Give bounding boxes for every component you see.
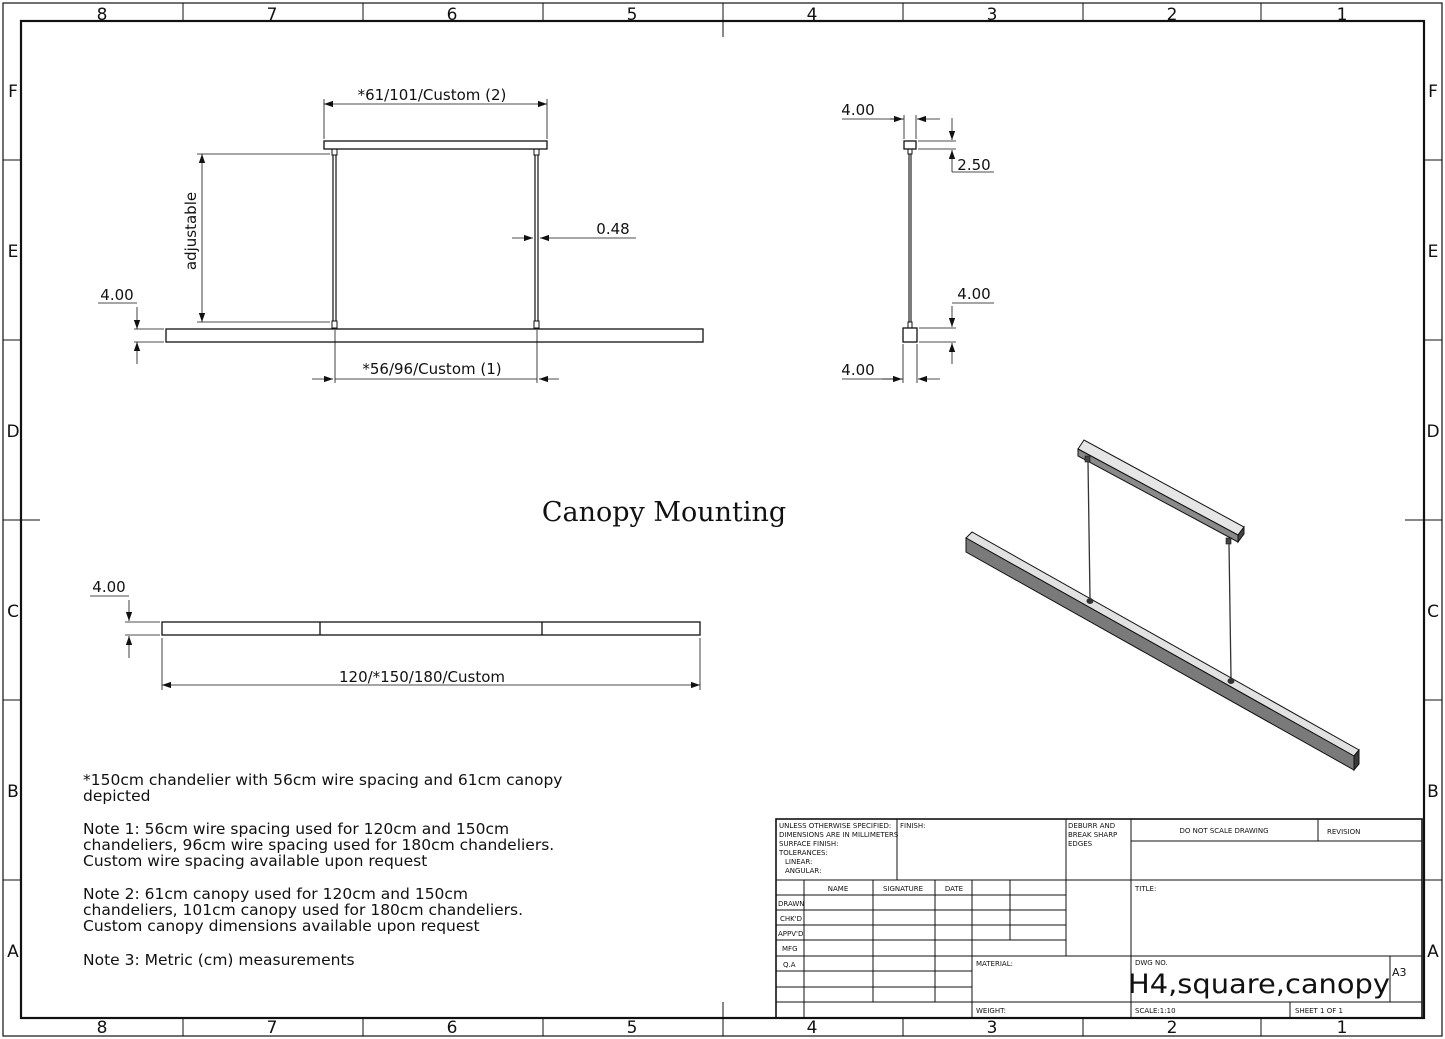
tb-dwg-no: H4,square,canopy <box>1128 969 1391 1000</box>
zone-col-label: 1 <box>1336 1018 1348 1038</box>
bar-clamp <box>1087 598 1094 604</box>
tb-title-label: TITLE: <box>1135 885 1157 893</box>
dim-bar-height: 4.00 <box>100 286 134 304</box>
zone-row-label: C <box>7 602 19 622</box>
canopy-clamp <box>1085 456 1090 462</box>
bar-clamp <box>1228 678 1235 684</box>
tb-finish: FINISH: <box>900 822 926 830</box>
zone-col-label: 2 <box>1166 5 1178 25</box>
zone-col-label: 6 <box>446 1018 458 1038</box>
dim-bar-length: 120/*150/180/Custom <box>338 668 506 686</box>
zone-col-label: 3 <box>986 1018 998 1038</box>
zone-col-label: 8 <box>96 1018 108 1038</box>
zone-row-label: D <box>6 422 20 442</box>
tb-material: MATERIAL: <box>976 960 1013 968</box>
wire-clamp <box>332 321 337 328</box>
dim-bar-height: 4.00 <box>957 285 991 303</box>
dim-wire-diameter: 0.48 <box>596 220 630 238</box>
tb-sheet-size: A3 <box>1392 966 1407 979</box>
zone-row-label: D <box>1426 422 1440 442</box>
zone-row-label: B <box>1427 782 1439 802</box>
zone-row-label: E <box>7 242 19 262</box>
tb-spec: ANGULAR: <box>785 867 822 875</box>
tb-deburr: DEBURR AND <box>1068 822 1116 830</box>
bar-section <box>903 328 917 342</box>
tb-col-date: DATE <box>944 885 964 893</box>
front-view <box>98 86 703 383</box>
zone-col-label: 3 <box>986 5 998 25</box>
tb-spec: LINEAR: <box>785 858 813 866</box>
wire-clamp <box>534 149 539 155</box>
tb-do-not-scale: DO NOT SCALE DRAWING <box>1179 827 1269 835</box>
dim-bar-width: 4.00 <box>841 361 875 379</box>
dim-canopy-height: 2.50 <box>957 156 991 174</box>
note-3: Note 3: Metric (cm) measurements <box>83 951 355 969</box>
zone-col-label: 8 <box>96 5 108 25</box>
tb-row-mfg: MFG <box>782 945 798 953</box>
wire-clamp <box>908 322 912 328</box>
zone-col-label: 5 <box>626 1018 638 1038</box>
dim-canopy-width: 4.00 <box>841 101 875 119</box>
light-bar <box>162 622 700 635</box>
zone-col-label: 5 <box>626 5 638 25</box>
zone-col-label: 2 <box>1166 1018 1178 1038</box>
tb-row-drawn: DRAWN <box>778 900 805 908</box>
canopy <box>324 141 547 149</box>
zone-row-label: E <box>1427 242 1439 262</box>
isometric-view <box>966 440 1359 770</box>
bottom-view <box>90 578 700 690</box>
canopy-section <box>904 141 916 149</box>
tb-deburr: EDGES <box>1068 840 1093 848</box>
zone-row-label: A <box>1427 942 1439 962</box>
tb-dwg-no-label: DWG NO. <box>1135 959 1168 967</box>
tb-row-qa: Q.A <box>783 961 796 969</box>
dim-canopy-width: *61/101/Custom (2) <box>357 86 507 104</box>
wire-clamp <box>534 321 539 328</box>
zone-col-label: 4 <box>806 1018 818 1038</box>
zone-row-label: C <box>1427 602 1439 622</box>
zone-col-label: 1 <box>1336 5 1348 25</box>
tb-col-signature: SIGNATURE <box>882 885 924 893</box>
title-block <box>776 819 1422 1018</box>
note-2: Note 2: 61cm canopy used for 120cm and 150cm chandeliers, 101cm canopy used for 180cm chandeliers. Custom canopy dimensions available upon request <box>83 885 524 935</box>
wire-clamp <box>332 149 337 155</box>
zone-row-label: F <box>1428 82 1438 102</box>
zone-row-label: B <box>7 782 19 802</box>
tb-spec: TOLERANCES: <box>779 849 828 857</box>
dim-wire-spacing: *56/96/Custom (1) <box>362 360 502 378</box>
canopy-clamp <box>1226 538 1231 544</box>
drawing-title: Canopy Mounting <box>541 497 787 528</box>
zone-col-label: 7 <box>266 5 278 25</box>
tb-weight: WEIGHT: <box>976 1007 1006 1015</box>
tb-deburr: BREAK SHARP <box>1068 831 1118 839</box>
wire <box>1229 544 1231 678</box>
zone-col-label: 6 <box>446 5 458 25</box>
tb-scale: SCALE:1:10 <box>1135 1007 1176 1015</box>
tb-row-appvd: APPV'D <box>778 930 804 938</box>
tb-spec: SURFACE FINISH: <box>779 840 839 848</box>
light-bar <box>166 329 703 342</box>
tb-col-name: NAME <box>827 885 849 893</box>
tb-revision: REVISION <box>1327 828 1361 836</box>
wire-clamp <box>908 149 912 154</box>
note-depicted: *150cm chandelier with 56cm wire spacing and 61cm canopy depicted <box>83 771 563 805</box>
tb-sheet: SHEET 1 OF 1 <box>1295 1007 1343 1015</box>
tb-spec: UNLESS OTHERWISE SPECIFIED: <box>779 822 892 830</box>
zone-row-label: F <box>8 82 18 102</box>
tb-row-chkd: CHK'D <box>780 915 803 923</box>
dim-wire-length: adjustable <box>182 191 200 271</box>
zone-row-label: A <box>7 942 19 962</box>
zone-col-label: 4 <box>806 5 818 25</box>
note-1: Note 1: 56cm wire spacing used for 120cm and 150cm chandeliers, 96cm wire spacing used for 180cm chandeliers. Custom wire spacing available upon request <box>83 820 555 870</box>
wire <box>1088 462 1090 598</box>
dim-bar-height: 4.00 <box>92 578 126 596</box>
side-view <box>841 101 994 383</box>
tb-spec: DIMENSIONS ARE IN MILLIMETERS <box>779 831 899 839</box>
zone-col-label: 7 <box>266 1018 278 1038</box>
